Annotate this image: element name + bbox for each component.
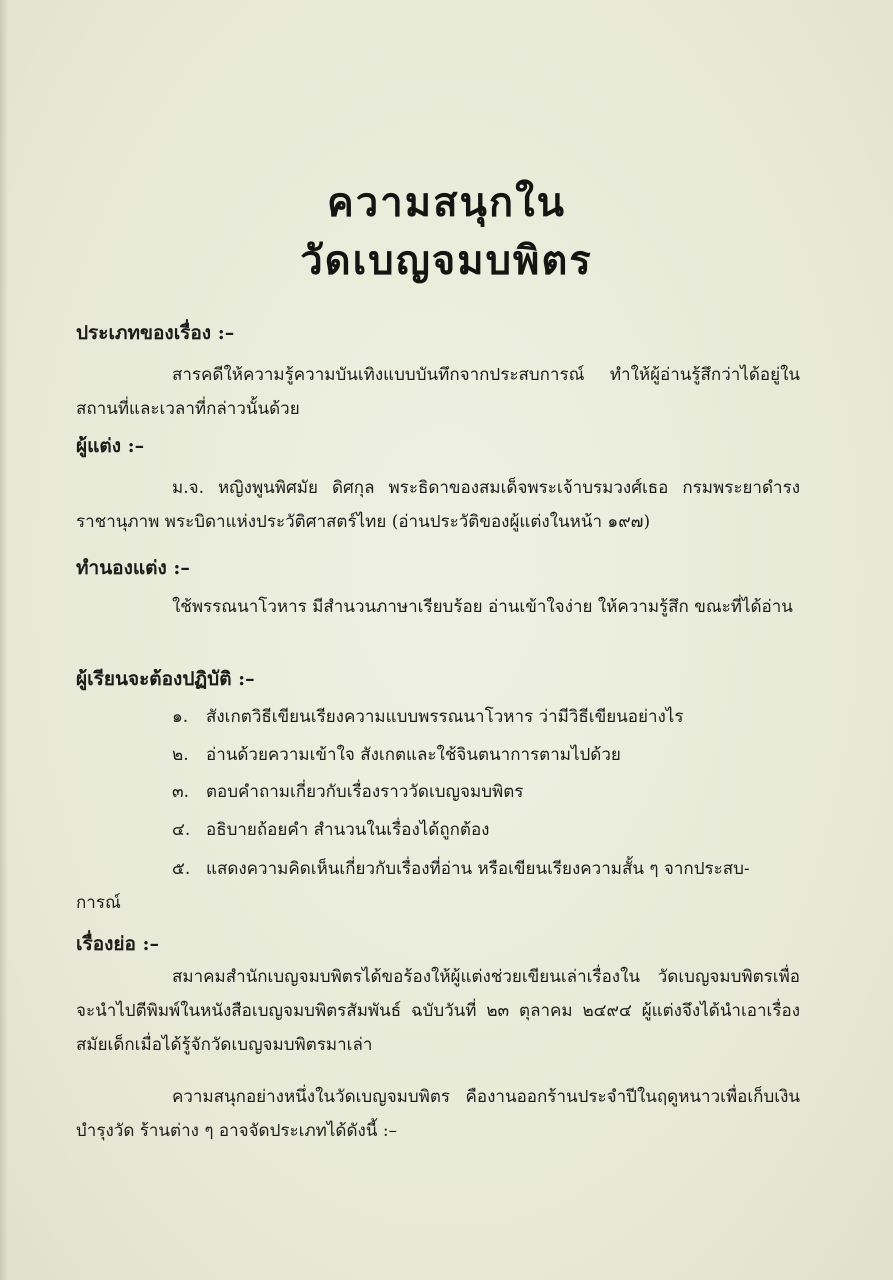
title-line-2: วัดเบญจมบพิตร [300, 238, 593, 284]
task-number: ๔. [172, 820, 191, 840]
task-text: ตอบคำถามเกี่ยวกับเรื่องราววัดเบญจมบพิตร [206, 782, 524, 802]
task-item-4 [172, 816, 800, 843]
summary-paragraph-1: สมาคมสำนักเบญจมบพิตรได้ขอร้องให้ผู้แต่งช่วยเขียนเล่าเรื่องใน วัดเบญจมบพิตรเพื่อจะนำไปตีพิมพ์ในหนังสือเบญจมบพิตรสัมพันธ์ ฉบับวันที่ ๒๓ ตุลาคม ๒๔๙๔ ผู้แต่งจึงได้นำเอาเรื่องสมัยเด็กเมื่อได้รู้จักวัดเบญจมบพิตรมาเล่า [76, 967, 800, 1055]
task-number: ๓. [172, 782, 190, 802]
task-item-1 [172, 703, 800, 730]
task-item-2 [172, 741, 800, 768]
type-heading: ประเภทของเรื่อง :– [76, 322, 235, 344]
style-text: ใช้พรรณนาโวหาร มีสำนวนภาษาเรียบร้อย อ่านเข้าใจง่าย ให้ความรู้สึก ขณะที่ได้อ่าน [172, 597, 793, 617]
summary-heading: เรื่องย่อ :– [76, 933, 160, 955]
type-text: สารคดีให้ความรู้ความบันเทิงแบบบันทึกจากประสบการณ์ ทำให้ผู้อ่านรู้สึกว่าได้อยู่ในสถานที่และเวลาที่กล่าวนั้นด้วย [76, 365, 800, 419]
task-text: สังเกตวิธีเขียนเรียงความแบบพรรณนาโวหาร ว่ามีวิธีเขียนอย่างไร [206, 707, 684, 727]
tasks-heading: ผู้เรียนจะต้องปฏิบัติ :– [76, 668, 255, 690]
task-text: อธิบายถ้อยคำ สำนวนในเรื่องได้ถูกต้อง [206, 820, 490, 840]
title-line-1: ความสนุกใน [327, 180, 566, 226]
task-number: ๑. [172, 707, 189, 727]
task-item-3 [172, 778, 800, 805]
summary-paragraph-2: ความสนุกอย่างหนึ่งในวัดเบญจมบพิตร คืองานออกร้านประจำปีในฤดูหนาวเพื่อเก็บเงินบำรุงวัด ร้านต่าง ๆ อาจจัดประเภทได้ดังนี้ :– [76, 1087, 800, 1141]
author-text: ม.จ. หญิงพูนพิศมัย ดิศกุล พระธิดาของสมเด็จพระเจ้าบรมวงศ์เธอ กรมพระยาดำรงราชานุภาพ พระบิดาแห่งประวัติศาสตร์ไทย (อ่านประวัติของผู้แต่งในหน้า ๑๙๗) [76, 478, 800, 532]
task-text: อ่านด้วยความเข้าใจ สังเกตและใช้จินตนาการตามไปด้วย [206, 745, 621, 765]
style-heading: ทำนองแต่ง :– [76, 557, 190, 579]
task-5-continuation: การณ์ [76, 893, 121, 913]
task-item-5 [172, 855, 800, 882]
task-number: ๕. [172, 859, 191, 879]
task-text: แสดงความคิดเห็นเกี่ยวกับเรื่องที่อ่าน หรือเขียนเรียงความสั้น ๆ จากประสบ- [206, 859, 750, 879]
author-heading: ผู้แต่ง :– [76, 435, 145, 457]
task-number: ๒. [172, 745, 189, 765]
